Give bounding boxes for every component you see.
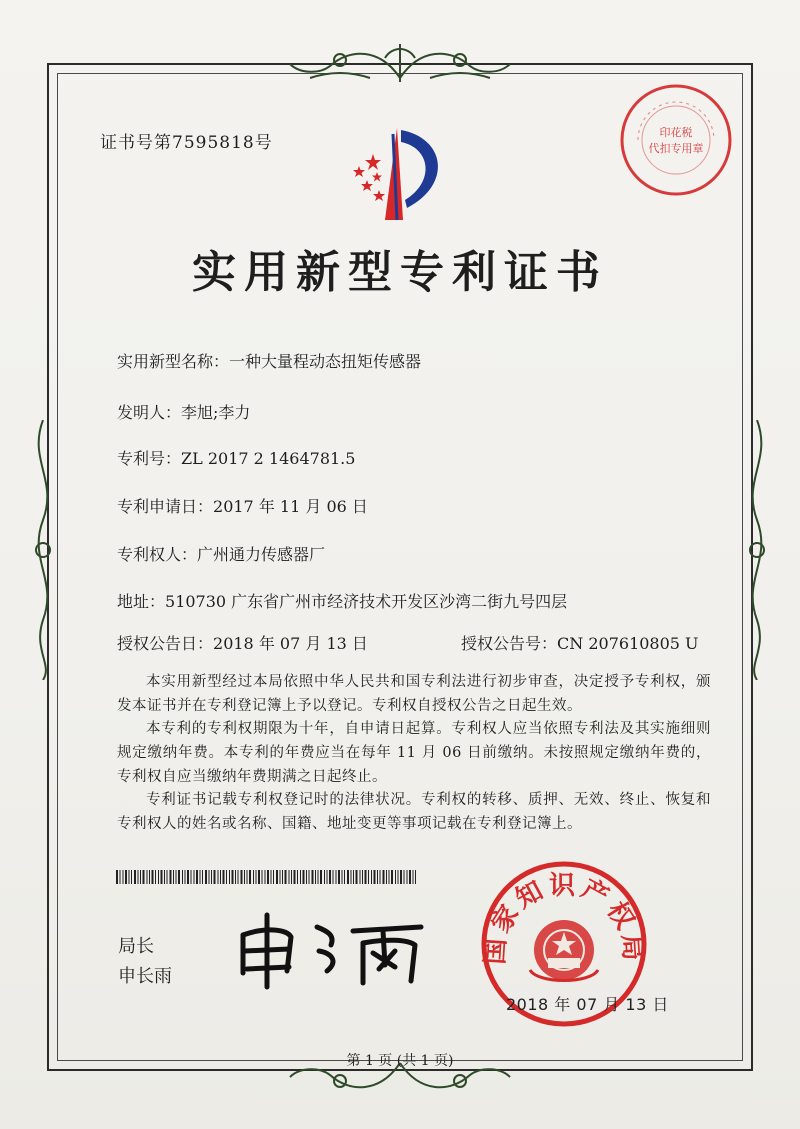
barcode-bar	[138, 870, 139, 884]
barcode-bar	[134, 870, 136, 884]
barcode-bar	[347, 870, 349, 884]
right-ornament-icon	[742, 420, 772, 680]
barcode-bar	[194, 870, 195, 884]
barcode-bar	[173, 870, 174, 884]
barcode-bar	[338, 870, 340, 884]
barcode-bar	[200, 870, 201, 884]
barcode-bar	[202, 870, 203, 884]
barcode-bar	[333, 870, 334, 884]
barcode-bar	[131, 870, 132, 884]
field-value: 一种大量程动态扭矩传感器	[229, 352, 422, 371]
seal-date: 2018 年 07 月 13 日	[506, 995, 669, 1014]
field-grant-number	[461, 631, 699, 654]
barcode-bar	[368, 870, 369, 884]
barcode-bar	[315, 870, 316, 884]
barcode-bar	[253, 870, 254, 884]
barcode-bar	[276, 870, 278, 884]
barcode-bar	[170, 870, 172, 884]
barcode-bar	[329, 870, 331, 884]
barcode-bar	[229, 870, 230, 884]
field-value: 2018 年 07 月 13 日	[213, 634, 368, 653]
director-name: 申长雨	[118, 966, 172, 987]
barcode-bar	[291, 870, 292, 884]
certificate-number: 证书号第7595818号	[100, 133, 273, 153]
field-label: 授权公告号：	[461, 634, 558, 653]
barcode-bar	[324, 870, 325, 884]
barcode-bar	[176, 870, 177, 884]
barcode-bar	[241, 870, 243, 884]
barcode-bar	[256, 870, 257, 884]
barcode-bar	[152, 870, 154, 884]
barcode-bar	[209, 870, 210, 884]
barcode-bar	[351, 870, 352, 884]
barcode-bar	[371, 870, 372, 884]
barcode-bar	[247, 870, 248, 884]
barcode-bar	[300, 870, 301, 884]
field-patentee	[117, 542, 325, 565]
field-value: 2017 年 11 月 06 日	[213, 497, 368, 516]
field-patent-number	[117, 446, 355, 469]
barcode-bar	[143, 870, 145, 884]
svg-text:印花税: 印花税	[659, 126, 693, 139]
barcode-bar	[344, 870, 345, 884]
barcode-bar	[258, 870, 260, 884]
cnipa-emblem-icon	[335, 124, 465, 224]
barcode-bar	[158, 870, 159, 884]
barcode-bar	[211, 870, 212, 884]
barcode-bar	[413, 870, 414, 884]
field-label: 专利申请日：	[117, 497, 214, 516]
barcode-bar	[267, 870, 269, 884]
barcode-bar	[161, 870, 163, 884]
barcode-bar	[383, 870, 385, 884]
barcode-bar	[285, 870, 287, 884]
barcode-bar	[353, 870, 354, 884]
field-value: 510730 广东省广州市经济技术开发区沙湾二街九号四层	[165, 592, 568, 611]
barcode-bar	[140, 870, 141, 884]
field-label: 实用新型名称：	[117, 352, 230, 371]
barcode-bar	[356, 870, 358, 884]
barcode-bar	[182, 870, 183, 884]
barcode-bar	[415, 870, 416, 884]
paragraph-term: 本专利的专利权期限为十年，自申请日起算。专利权人应当依照专利法及其实施细则规定缴纳年费。本专利的年费应当在每年 11 月 06 日前缴纳。未按照规定缴纳年费的，专利权自应当缴纳年费期满之日起终止。	[117, 721, 711, 785]
barcode-bar	[149, 870, 150, 884]
barcode-bar	[395, 870, 396, 884]
barcode-bar	[196, 870, 198, 884]
barcode-bar	[336, 870, 337, 884]
field-label: 专利号：	[117, 449, 182, 468]
field-label: 授权公告日：	[117, 634, 214, 653]
barcode-bar	[205, 870, 207, 884]
barcode-bar	[129, 870, 130, 884]
barcode-bar	[374, 870, 376, 884]
barcode-bar	[404, 870, 405, 884]
director-title: 局长	[118, 936, 154, 957]
field-filing-date	[117, 494, 368, 517]
barcode-bar	[265, 870, 266, 884]
barcode-bar	[342, 870, 343, 884]
barcode-bar	[273, 870, 274, 884]
barcode-bar	[271, 870, 272, 884]
top-ornament-icon	[280, 38, 520, 86]
barcode-bar	[282, 870, 283, 884]
barcode-bar	[318, 870, 319, 884]
barcode-bar	[280, 870, 281, 884]
barcode-bar	[238, 870, 239, 884]
field-label: 发明人：	[117, 403, 182, 422]
paragraph-legal-status: 专利证书记载专利权登记时的法律状况。专利权的转移、质押、无效、终止、恢复和专利权人的姓名或名称、国籍、地址变更等事项记载在专利登记簿上。	[117, 792, 711, 832]
barcode-bar	[178, 870, 180, 884]
barcode-bar	[249, 870, 251, 884]
barcode-bar	[262, 870, 263, 884]
barcode-bar	[155, 870, 156, 884]
barcode-bar	[232, 870, 234, 884]
barcode-bar	[391, 870, 393, 884]
barcode-bar	[365, 870, 367, 884]
barcode-bar	[398, 870, 399, 884]
field-address	[117, 589, 567, 612]
barcode-bar	[309, 870, 310, 884]
barcode-bar	[185, 870, 186, 884]
barcode-bar	[147, 870, 148, 884]
barcode-bar	[377, 870, 378, 884]
barcode-bar	[125, 870, 127, 884]
barcode-bar	[400, 870, 402, 884]
barcode-bar	[167, 870, 168, 884]
barcode-bar	[123, 870, 124, 884]
seal-text: 国家知识产权局	[480, 871, 648, 966]
field-value: CN 207610805 U	[557, 634, 699, 653]
field-value: 广州通力传感器厂	[197, 545, 326, 564]
barcode-bar	[294, 870, 296, 884]
barcode-bar	[223, 870, 225, 884]
barcode-bar	[407, 870, 408, 884]
field-utility-model-name	[117, 349, 421, 372]
barcode-bar	[116, 870, 118, 884]
barcode-bar	[362, 870, 363, 884]
barcode-bar	[191, 870, 192, 884]
paragraph-grant: 本实用新型经过本局依照中华人民共和国专利法进行初步审查，决定授予专利权，颁发本证书并在专利登记簿上予以登记。专利权自授权公告之日起生效。	[117, 674, 711, 714]
barcode-bar	[244, 870, 245, 884]
barcode-bar	[214, 870, 216, 884]
field-label: 地址：	[117, 592, 166, 611]
field-grant-date	[117, 631, 368, 654]
certificate-title: 实用新型专利证书	[192, 247, 608, 298]
barcode-bar	[386, 870, 387, 884]
barcode-bar	[226, 870, 227, 884]
barcode-bar	[360, 870, 361, 884]
barcode-bar	[187, 870, 189, 884]
director-signature-icon	[235, 905, 425, 990]
barcode-bar	[389, 870, 390, 884]
tax-stamp-seal	[616, 80, 736, 200]
barcode-bar	[312, 870, 314, 884]
barcode-bar	[218, 870, 219, 884]
svg-text:代扣专用章: 代扣专用章	[648, 142, 704, 155]
barcode-bar	[320, 870, 322, 884]
barcode-bar	[306, 870, 307, 884]
barcode-bar	[289, 870, 290, 884]
field-inventor	[117, 400, 250, 423]
barcode-bar	[380, 870, 381, 884]
barcode-bar	[297, 870, 298, 884]
field-value: 李旭;李力	[181, 403, 251, 422]
barcode-bar	[303, 870, 305, 884]
barcode-bar	[220, 870, 221, 884]
page-number: 第 1 页 (共 1 页)	[346, 1053, 454, 1069]
field-value: ZL 2017 2 1464781.5	[181, 449, 356, 468]
barcode-bar	[235, 870, 236, 884]
barcode-bar	[409, 870, 411, 884]
barcode-bar	[327, 870, 328, 884]
barcode-bar	[120, 870, 121, 884]
barcode-icon	[116, 870, 416, 884]
left-ornament-icon	[28, 420, 58, 680]
field-label: 专利权人：	[117, 545, 198, 564]
barcode-bar	[164, 870, 165, 884]
